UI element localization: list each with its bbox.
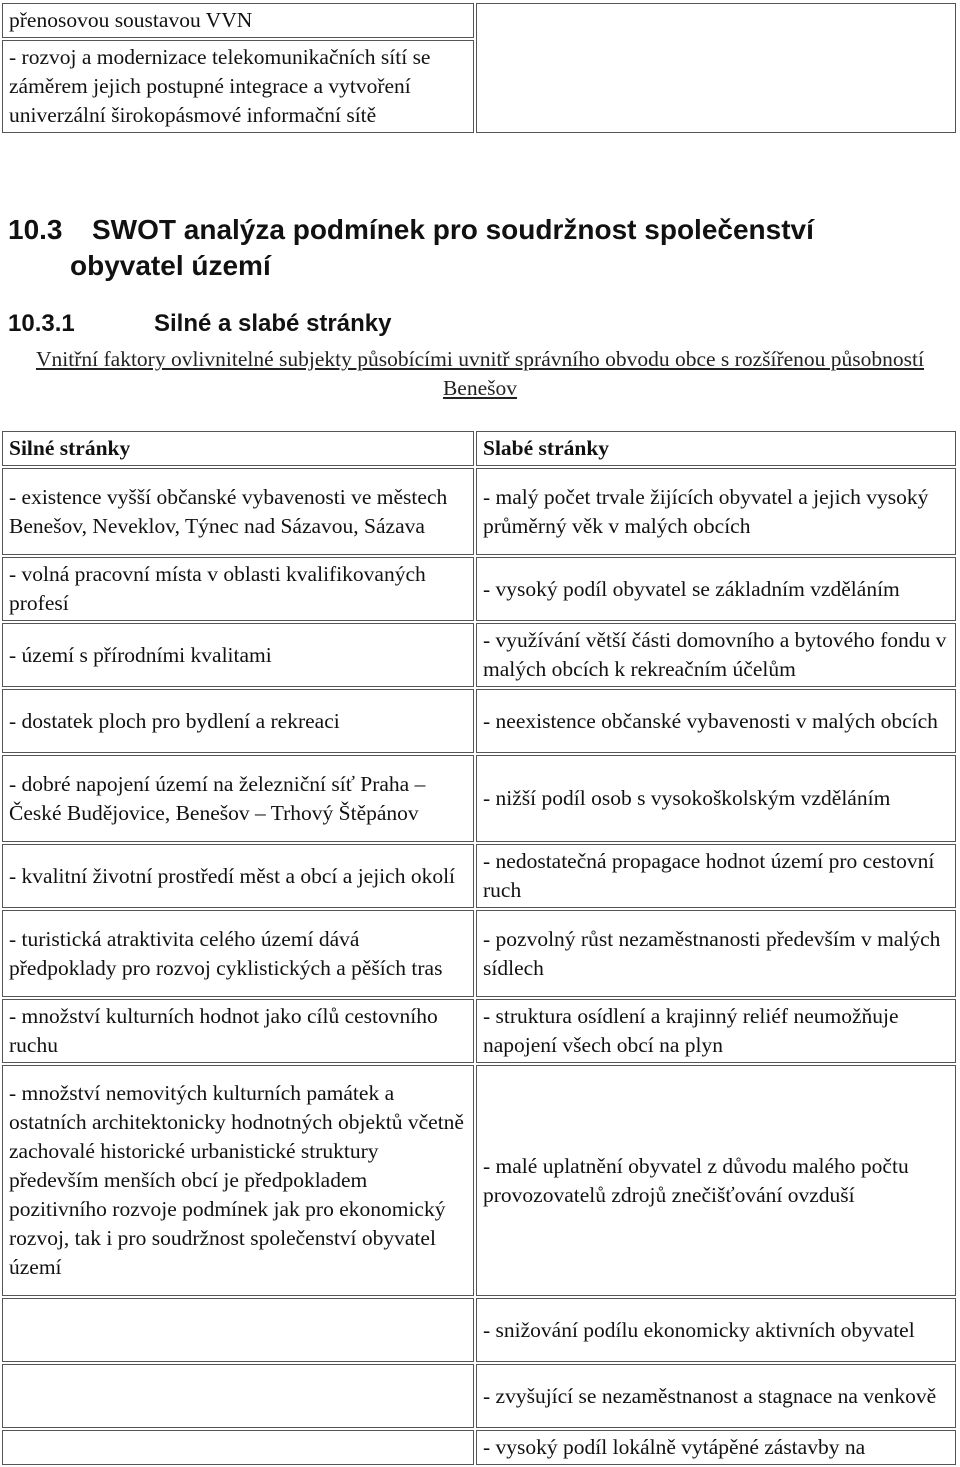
table-header-row (2, 431, 956, 466)
continuation-table (0, 1, 958, 135)
weakness-cell: - struktura osídlení a krajinný reliéf neumožňuje napojení všech obcí na plyn (476, 999, 956, 1063)
column-header-weaknesses: Slabé stránky (476, 431, 956, 466)
swot-table-body (2, 468, 956, 1465)
table-row (2, 844, 956, 908)
table-row (2, 1065, 956, 1296)
weakness-cell: - vysoký podíl lokálně vytápěné zástavby na (476, 1430, 956, 1465)
strength-cell: - rozvoj a modernizace telekomunikačních sítí se záměrem jejich postupné integrace a vytvoření univerzální širokopásmové informační sítě (2, 40, 474, 133)
section-title-line1: SWOT analýza podmínek pro soudržnost společenství (92, 214, 814, 245)
table-row (2, 999, 956, 1063)
weakness-cell: - nedostatečná propagace hodnot území pro cestovní ruch (476, 844, 956, 908)
table-row (2, 910, 956, 997)
strength-cell (2, 1364, 474, 1428)
column-header-strengths: Silné stránky (2, 431, 474, 466)
table-row (2, 1430, 956, 1465)
table-row (2, 3, 956, 38)
weakness-cell: - využívání větší části domovního a bytového fondu v malých obcích k rekreačním účelům (476, 623, 956, 687)
empty-cell (476, 3, 956, 133)
section-title-line2: obyvatel území (70, 250, 271, 281)
strength-cell: - volná pracovní místa v oblasti kvalifikovaných profesí (2, 557, 474, 621)
weakness-cell: - malé uplatnění obyvatel z důvodu malého počtu provozovatelů zdrojů znečišťování ovzduší (476, 1065, 956, 1296)
strength-cell: - dobré napojení území na železniční síť Praha – České Budějovice, Benešov – Trhový Štěpánov (2, 755, 474, 842)
weakness-cell: - malý počet trvale žijících obyvatel a jejich vysoký průměrný věk v malých obcích (476, 468, 956, 555)
subsection-title: Silné a slabé stránky (154, 310, 392, 337)
weakness-cell: - snižování podílu ekonomicky aktivních obyvatel (476, 1298, 956, 1362)
table-row (2, 755, 956, 842)
table-row (2, 1364, 956, 1428)
strength-cell: - množství kulturních hodnot jako cílů cestovního ruchu (2, 999, 474, 1063)
weakness-cell: - neexistence občanské vybavenosti v malých obcích (476, 689, 956, 753)
table-row (2, 557, 956, 621)
swot-table (0, 429, 958, 1467)
weakness-cell: - vysoký podíl obyvatel se základním vzděláním (476, 557, 956, 621)
strength-cell (2, 1430, 474, 1465)
weakness-cell: - zvyšující se nezaměstnanost a stagnace na venkově (476, 1364, 956, 1428)
table-row (2, 468, 956, 555)
subsection-heading (8, 309, 938, 339)
strength-cell: - území s přírodními kvalitami (2, 623, 474, 687)
strength-cell: - množství nemovitých kulturních památek a ostatních architektonicky hodnotných objektů včetně zachovalé historické urbanistické struktury především menších obcí je předpokladem pozitivního rozvoje podmínek jak pro ekonomický rozvoj, tak i pro soudržnost společenství obyvatel území (2, 1065, 474, 1296)
section-number: 10.3 (8, 214, 63, 245)
strength-cell: - dostatek ploch pro bydlení a rekreaci (2, 689, 474, 753)
intro-text: Vnitřní faktory ovlivnitelné subjekty působícími uvnitř správního obvodu obce s rozšířenou působností Benešov (36, 347, 924, 400)
section-heading (8, 212, 938, 284)
strength-cell: - kvalitní životní prostředí měst a obcí a jejich okolí (2, 844, 474, 908)
weakness-cell: - pozvolný růst nezaměstnanosti především v malých sídlech (476, 910, 956, 997)
strength-cell: přenosovou soustavou VVN (2, 3, 474, 38)
strength-cell: - turistická atraktivita celého území dává předpoklady pro rozvoj cyklistických a pěších tras (2, 910, 474, 997)
subsection-number: 10.3.1 (8, 310, 75, 337)
table-row (2, 689, 956, 753)
weakness-cell: - nižší podíl osob s vysokoškolským vzděláním (476, 755, 956, 842)
strength-cell (2, 1298, 474, 1362)
strength-cell: - existence vyšší občanské vybavenosti ve městech Benešov, Neveklov, Týnec nad Sázavou, Sázava (2, 468, 474, 555)
table-row (2, 623, 956, 687)
table-row (2, 1298, 956, 1362)
